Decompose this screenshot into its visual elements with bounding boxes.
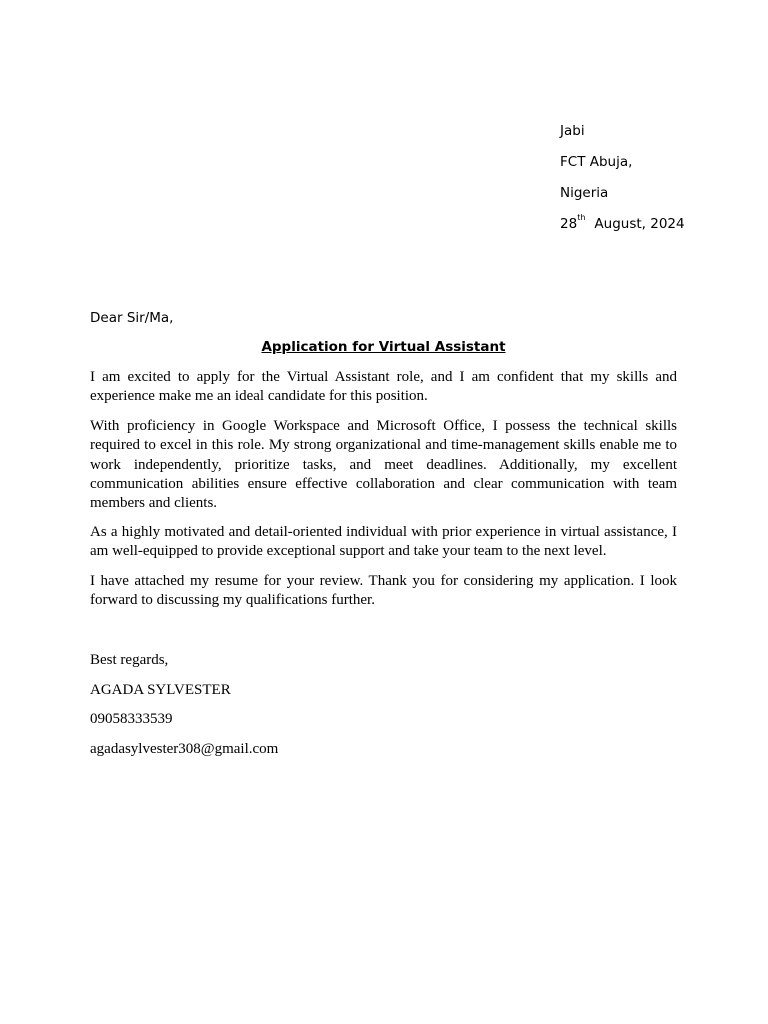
date-month-year: August, 2024 [594,216,685,232]
sign-off: Best regards, [90,652,169,668]
sender-email: agadasylvester308@gmail.com [90,741,279,757]
salutation: Dear Sir/Ma, [90,310,174,326]
date-ordinal-suffix: th [577,213,586,222]
date-day: 28 [560,216,578,232]
sender-name: AGADA SYLVESTER [90,682,231,698]
letter-date [560,214,750,245]
sender-phone: 09058333539 [90,711,173,727]
body-paragraph-4: I have attached my resume for your review. Thank you for considering my application. I look forward to discussing my qualifications further. [90,573,677,609]
subject-heading: Application for Virtual Assistant [261,339,506,355]
address-line-street: Jabi [560,123,585,139]
sender-address [560,121,750,245]
body-paragraph-1: I am excited to apply for the Virtual Assistant role, and I am confident that my skills and experience make me an ideal candidate for this position. [90,369,677,405]
body-paragraph-2: With proficiency in Google Workspace and Microsoft Office, I possess the technical skills required to excel in this role. My strong organizational and time-management skills enable me to work independently, prioritize tasks, and meet deadlines. Additionally, my excellent communication abilities ensure effective collaboration and clear communication with team members and clients. [90,418,677,512]
address-line-country: Nigeria [560,185,609,201]
body-paragraph-3: As a highly motivated and detail-oriented individual with prior experience in virtual assistance, I am well-equipped to provide exceptional support and take your team to the next level. [90,524,677,560]
address-line-city: FCT Abuja, [560,154,633,170]
